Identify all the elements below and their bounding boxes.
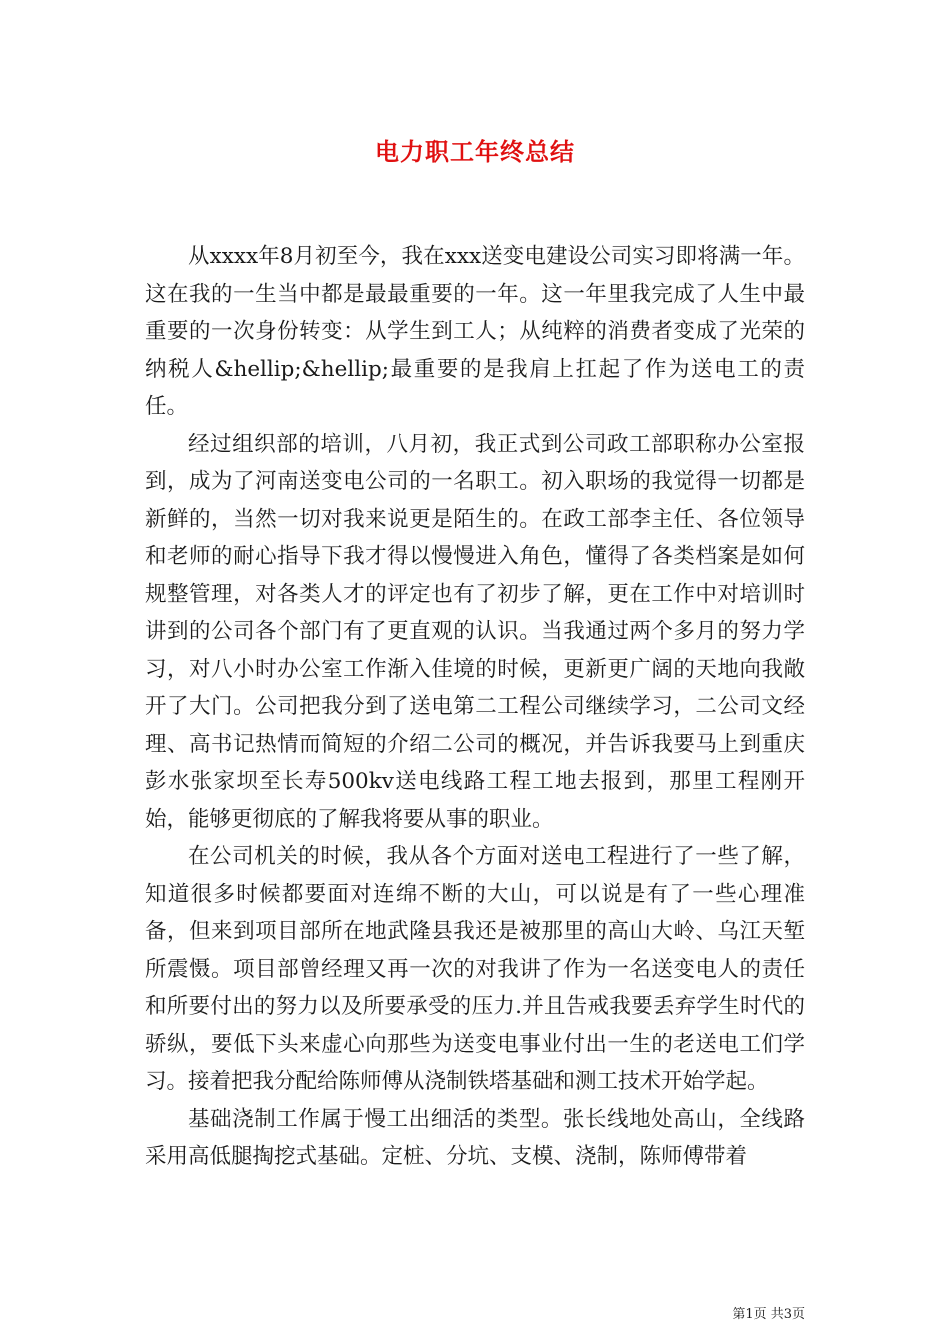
paragraph-4: 基础浇制工作属于慢工出细活的类型。张长线地处高山，全线路采用高低腿掏挖式基础。定桩、分坑、支模、浇制，陈师傅带着 xyxy=(145,1106,805,1169)
document-body xyxy=(145,238,805,1176)
paragraph-3: 在公司机关的时候，我从各个方面对送电工程进行了一些了解，知道很多时候都要面对连绵不断的大山，可以说是有了一些心理准备，但来到项目部所在地武隆县我还是被那里的高山大岭、乌江天堑所震慑。项目部曾经理又再一次的对我讲了作为一名送变电人的责任和所要付出的努力以及所要承受的压力.并且告戒我要丢弃学生时代的骄纵，要低下头来虚心向那些为送变电事业付出一生的老送电工们学习。接着把我分配给陈师傅从浇制铁塔基础和测工技术开始学起。 xyxy=(145,844,805,1094)
page-number-footer: 第1页 共3页 xyxy=(732,1307,805,1322)
paragraph-2: 经过组织部的培训，八月初，我正式到公司政工部职称办公室报到，成为了河南送变电公司的一名职工。初入职场的我觉得一切都是新鲜的，当然一切对我来说更是陌生的。在政工部李主任、各位领导和老师的耐心指导下我才得以慢慢进入角色，懂得了各类档案是如何规整管理，对各类人才的评定也有了初步了解，更在工作中对培训时讲到的公司各个部门有了更直观的认识。当我通过两个多月的努力学习，对八小时办公室工作渐入佳境的时候，更新更广阔的天地向我敞开了大门。公司把我分到了送电第二工程公司继续学习，二公司文经理、高书记热情而简短的介绍二公司的概况，并告诉我要马上到重庆彭水张家坝至长寿500kv送电线路工程工地去报到，那里工程刚开始，能够更彻底的了解我将要从事的职业。 xyxy=(145,431,805,832)
document-title: 电力职工年终总结 xyxy=(375,137,575,166)
paragraph-1: 从xxxx年8月初至今，我在xxx送变电建设公司实习即将满一年。这在我的一生当中都是最最重要的一年。这一年里我完成了人生中最重要的一次身份转变：从学生到工人；从纯粹的消费者变成了光荣的纳税人&hellip;&hellip;最重要的是我肩上扛起了作为送电工的责任。 xyxy=(145,244,805,419)
